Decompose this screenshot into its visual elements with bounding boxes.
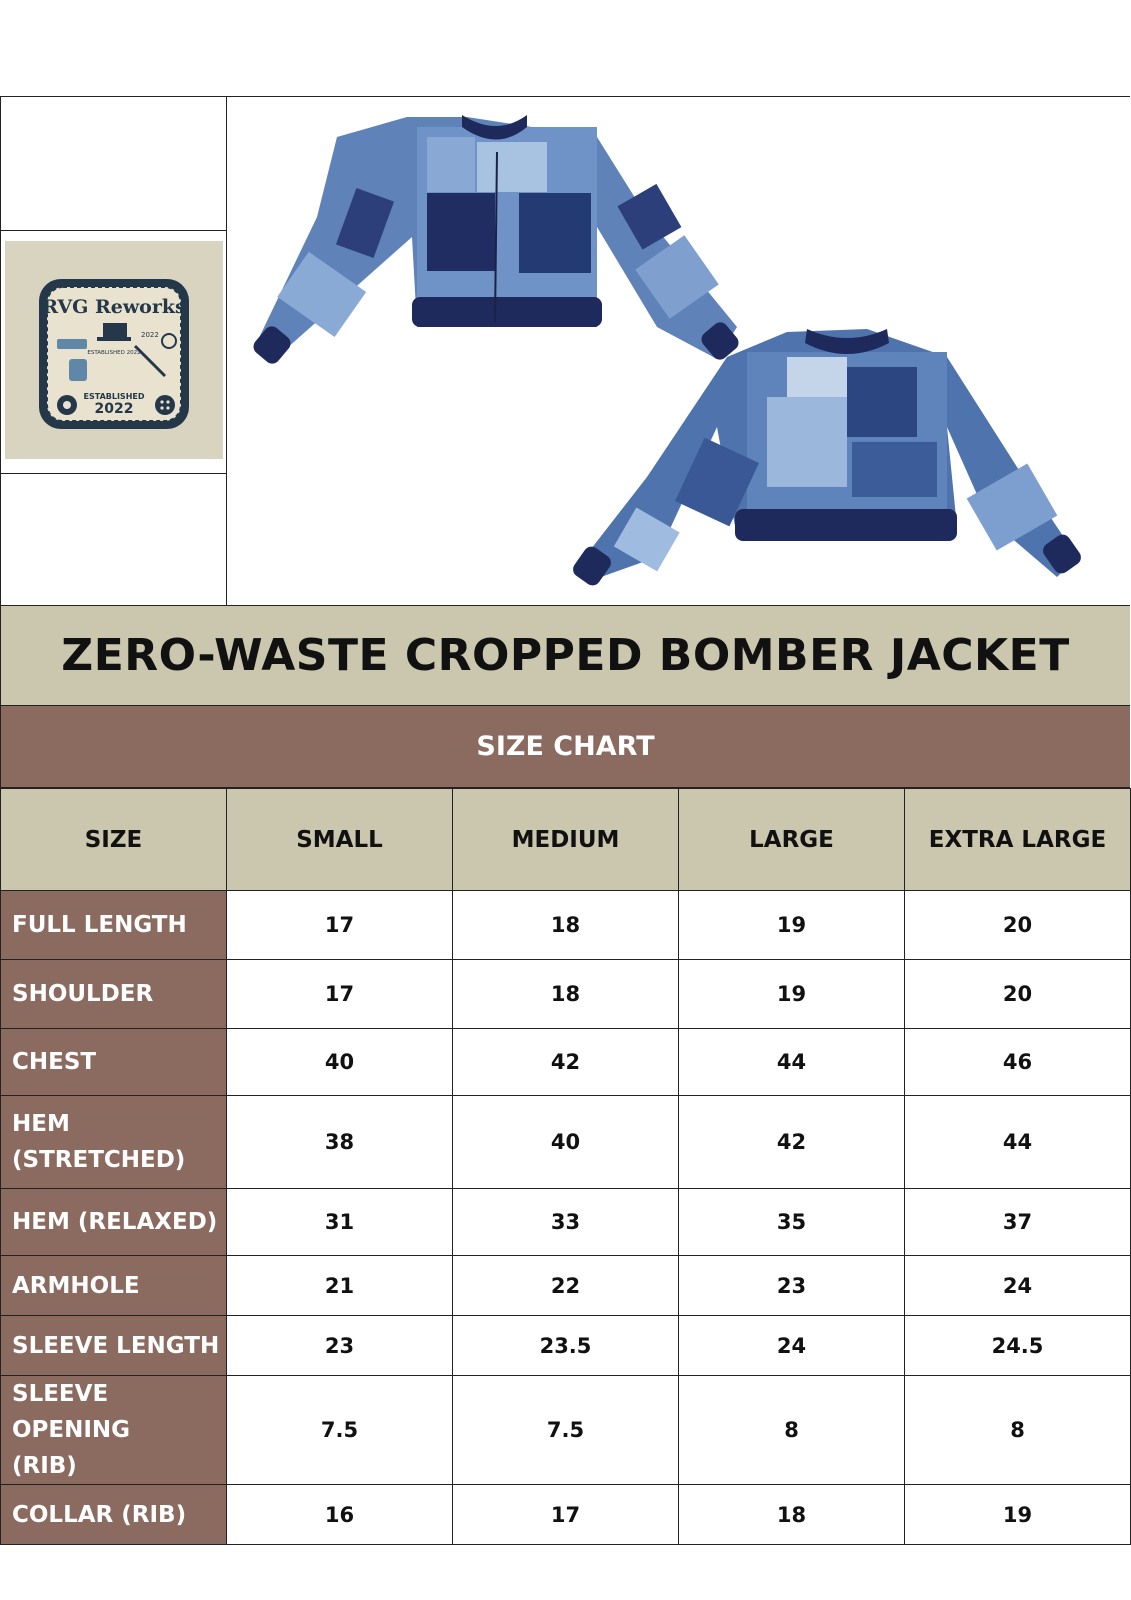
header-extra-large: EXTRA LARGE (905, 789, 1131, 891)
table-row (1, 1376, 1131, 1485)
jacket-illustration (227, 97, 1131, 605)
jacket-photos (227, 97, 1131, 605)
jacket-back-icon (570, 329, 1084, 589)
table-cell: 20 (905, 891, 1131, 960)
table-cell: 19 (679, 960, 905, 1029)
table-cell: 23 (227, 1316, 453, 1376)
table-cell: 17 (227, 960, 453, 1029)
table-cell: 8 (679, 1376, 905, 1485)
logo-column (1, 97, 227, 605)
table-cell: 46 (905, 1029, 1131, 1096)
logo-patch-icon (5, 241, 223, 459)
jacket-front-icon (250, 115, 742, 367)
table-cell: 18 (453, 960, 679, 1029)
product-title-band (0, 606, 1130, 706)
table-cell: 21 (227, 1256, 453, 1316)
row-label: CHEST (1, 1029, 227, 1096)
table-cell: 40 (227, 1029, 453, 1096)
row-label: COLLAR (RIB) (1, 1485, 227, 1545)
size-table (0, 788, 1131, 1545)
table-cell: 7.5 (227, 1376, 453, 1485)
table-cell: 42 (679, 1096, 905, 1189)
table-row (1, 891, 1131, 960)
table-cell: 23.5 (453, 1316, 679, 1376)
table-cell: 17 (227, 891, 453, 960)
table-row (1, 1316, 1131, 1376)
divider (1, 230, 227, 231)
logo-established-small: ESTABLISHED 2022 (87, 350, 141, 356)
table-cell: 19 (679, 891, 905, 960)
table-cell: 33 (453, 1189, 679, 1256)
table-cell: 24 (679, 1316, 905, 1376)
table-cell: 44 (905, 1096, 1131, 1189)
divider (1, 473, 227, 474)
product-image-panel (0, 96, 1130, 606)
table-row (1, 1485, 1131, 1545)
table-cell: 7.5 (453, 1376, 679, 1485)
table-row (1, 1256, 1131, 1316)
table-cell: 18 (453, 891, 679, 960)
header-medium: MEDIUM (453, 789, 679, 891)
table-cell: 42 (453, 1029, 679, 1096)
table-cell: 22 (453, 1256, 679, 1316)
table-row (1, 1189, 1131, 1256)
table-cell: 20 (905, 960, 1131, 1029)
header-small: SMALL (227, 789, 453, 891)
table-cell: 24.5 (905, 1316, 1131, 1376)
logo-year-badge: 2022 (141, 331, 159, 339)
row-label: HEM (RELAXED) (1, 1189, 227, 1256)
table-header-row (1, 789, 1131, 891)
header-size: SIZE (1, 789, 227, 891)
header-large: LARGE (679, 789, 905, 891)
size-chart-heading: SIZE CHART (476, 731, 655, 762)
table-cell: 23 (679, 1256, 905, 1316)
row-label: SLEEVE OPENING (RIB) (1, 1376, 227, 1485)
product-title: ZERO-WASTE CROPPED BOMBER JACKET (61, 630, 1070, 681)
brand-logo (5, 241, 223, 459)
logo-brand-text: RVG Reworks (42, 296, 186, 318)
row-label: SHOULDER (1, 960, 227, 1029)
table-cell: 8 (905, 1376, 1131, 1485)
table-cell: 35 (679, 1189, 905, 1256)
size-chart-band (0, 706, 1130, 788)
table-cell: 37 (905, 1189, 1131, 1256)
table-cell: 19 (905, 1485, 1131, 1545)
logo-established: ESTABLISHED (83, 392, 145, 401)
row-label: SLEEVE LENGTH (1, 1316, 227, 1376)
table-cell: 18 (679, 1485, 905, 1545)
table-row (1, 1096, 1131, 1189)
table-cell: 16 (227, 1485, 453, 1545)
table-row (1, 960, 1131, 1029)
table-cell: 24 (905, 1256, 1131, 1316)
row-label: HEM (STRETCHED) (1, 1096, 227, 1189)
table-row (1, 1029, 1131, 1096)
row-label: FULL LENGTH (1, 891, 227, 960)
table-cell: 17 (453, 1485, 679, 1545)
table-cell: 38 (227, 1096, 453, 1189)
row-label: ARMHOLE (1, 1256, 227, 1316)
table-cell: 44 (679, 1029, 905, 1096)
logo-established-year: 2022 (94, 401, 134, 417)
table-cell: 31 (227, 1189, 453, 1256)
table-cell: 40 (453, 1096, 679, 1189)
